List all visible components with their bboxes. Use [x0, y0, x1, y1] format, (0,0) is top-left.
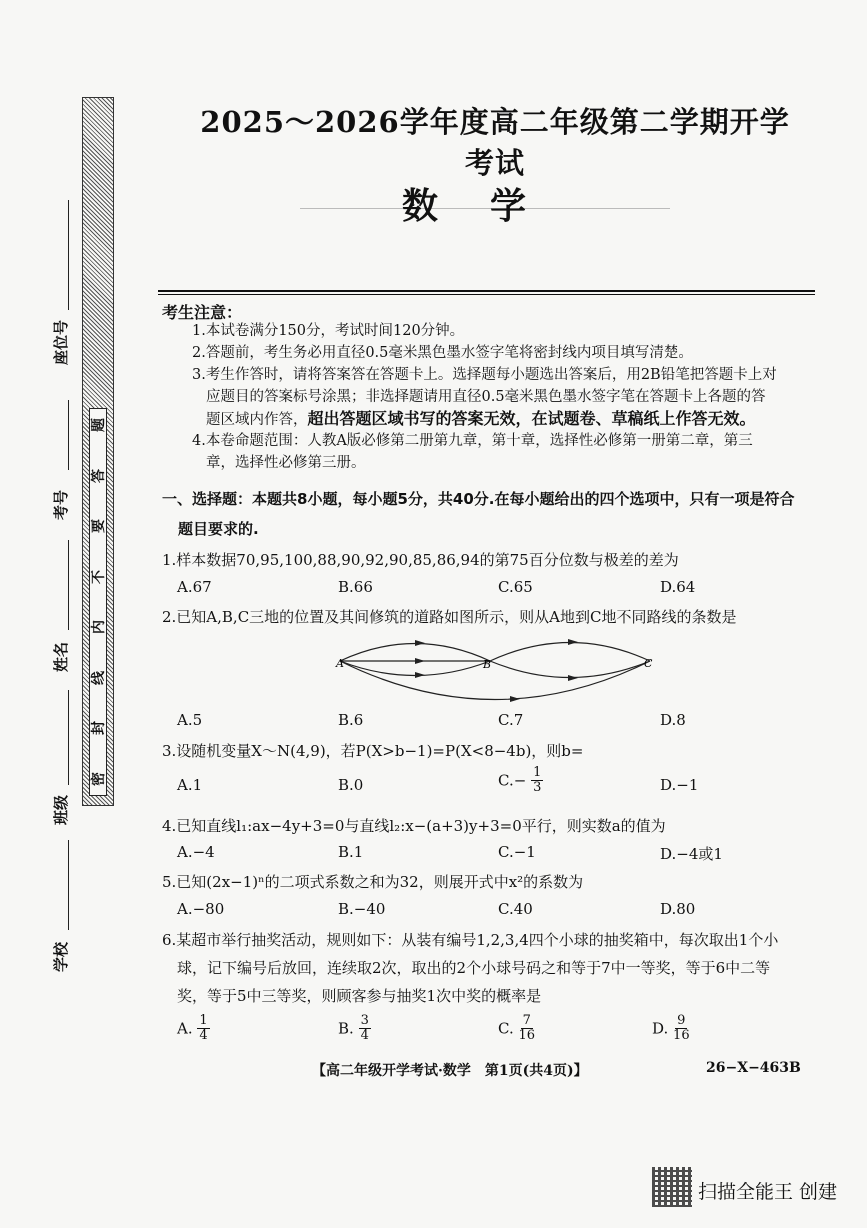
option-d: D.80: [660, 900, 696, 918]
option-c: [498, 1014, 535, 1043]
notice-item: 4.本卷命题范围：人教A版必修第二册第九章，第十章，选择性必修第一册第二章，第三: [192, 433, 753, 449]
option-b: B.0: [338, 776, 364, 794]
option-c: C.65: [498, 578, 533, 596]
seal-char: 密: [91, 771, 107, 786]
fraction-numerator: 1: [199, 1013, 208, 1028]
option-d: D.64: [660, 578, 696, 596]
option-b: B.−40: [338, 900, 386, 918]
option-b: [338, 1014, 371, 1043]
road-ac-direct: [340, 661, 650, 700]
seal-char: 不: [91, 569, 107, 584]
qr-code-icon: [652, 1167, 692, 1207]
seal-char: 封: [91, 721, 107, 736]
fraction: [197, 1014, 209, 1043]
notice-item: 1.本试卷满分150分，考试时间120分钟。: [192, 323, 465, 339]
question-5: 5.已知(2x−1)ⁿ的二项式系数之和为32，则展开式中x²的系数为: [162, 873, 584, 891]
notice-text: 题区域内作答，: [206, 412, 308, 428]
fraction-denominator: 4: [199, 1028, 208, 1043]
option-a: [177, 1014, 210, 1043]
road-bc-lower: [490, 661, 650, 678]
name-label: 姓名: [52, 641, 70, 672]
notice-title: 考生注意：: [162, 303, 243, 322]
exam-title: 2025～2026学年度高二年级第二学期开学考试: [200, 105, 790, 180]
option-a: A.1: [177, 776, 203, 794]
option-c: C.7: [498, 711, 524, 729]
question-6: 6.某超市举行抽奖活动，规则如下：从装有编号1,2,3,4四个小球的抽奖箱中，每次取出1个小: [162, 931, 779, 949]
exam-no-line: [68, 400, 69, 470]
paper-code: 26−X−463B: [706, 1060, 801, 1076]
exam-no-label: 考号: [52, 489, 70, 520]
section-heading-cont: 题目要求的.: [178, 520, 259, 538]
option-b: B.6: [338, 711, 364, 729]
question-4: 4.已知直线l₁:ax−4y+3=0与直线l₂:x−(a+3)y+3=0平行，则实数a的值为: [162, 817, 666, 835]
notice-item: 2.答题前，考生务必用直径0.5毫米黑色墨水签字笔将密封线内项目填写清楚。: [192, 345, 693, 361]
subject-title: 数学: [401, 185, 578, 227]
fraction: [359, 1014, 371, 1043]
option-c-prefix: C.−: [498, 771, 527, 790]
notice-item: [206, 408, 756, 431]
class-line: [68, 690, 69, 785]
option-d: D.8: [660, 711, 686, 729]
option-b: B.1: [338, 843, 364, 861]
option-d-prefix: D.: [652, 1019, 669, 1038]
name-line: [68, 540, 69, 630]
option-b: B.66: [338, 578, 373, 596]
notice-item: 章，选择性必修第三册。: [206, 455, 366, 471]
notice-item: 3.考生作答时，请将答案答在答题卡上。选择题每小题选出答案后，用2B铅笔把答题卡上对: [192, 367, 777, 383]
seat-line: [68, 200, 69, 310]
arrow-icon: [415, 658, 425, 664]
option-d: [652, 1014, 690, 1043]
question-6-cont: 奖，等于5中三等奖，则顾客参与抽奖1次中奖的概率是: [177, 987, 542, 1005]
option-b-prefix: B.: [338, 1019, 354, 1038]
option-c: [498, 766, 543, 795]
arrow-icon: [568, 675, 578, 681]
scanner-watermark: 扫描全能王 创建: [698, 1181, 838, 1203]
arrow-icon: [568, 639, 578, 645]
seal-line-box: [89, 408, 107, 796]
road-diagram: [330, 628, 660, 703]
fraction-numerator: 9: [677, 1013, 686, 1028]
section-heading: 一、选择题：本题共8小题，每小题5分，共40分.在每小题给出的四个选项中，只有一项是符合: [162, 490, 795, 508]
notice-item: 应题目的答案标号涂黑；非选择题请用直径0.5毫米黑色墨水签字笔在答题卡上各题的答: [206, 389, 766, 405]
question-1: 1.样本数据70,95,100,88,90,92,90,85,86,94的第75百分位数与极差的差为: [162, 551, 679, 569]
option-d: D.−1: [660, 776, 699, 794]
class-label: 班级: [52, 794, 70, 825]
point-c-label: C: [644, 657, 653, 670]
fraction: [673, 1014, 690, 1043]
seal-char: 题: [91, 418, 107, 432]
question-3: 3.设随机变量X～N(4,9)，若P(X>b−1)=P(X<8−4b)，则b=: [162, 742, 584, 760]
option-a: A.−4: [177, 843, 215, 861]
page-footer: 【高二年级开学考试·数学 第1页(共4页)】: [312, 1063, 588, 1079]
seal-char: 内: [91, 620, 107, 635]
fraction-denominator: 3: [533, 780, 542, 795]
point-b-label: B: [483, 658, 492, 671]
option-a: A.5: [177, 711, 203, 729]
fraction-numerator: 3: [360, 1013, 369, 1028]
school-label: 学校: [52, 941, 70, 972]
option-a-prefix: A.: [177, 1019, 193, 1038]
fraction-denominator: 4: [360, 1028, 369, 1043]
fraction: [531, 766, 543, 795]
option-a: A.−80: [177, 900, 225, 918]
option-c: C.40: [498, 900, 533, 918]
arrow-icon: [510, 696, 520, 702]
option-c: C.−1: [498, 843, 536, 861]
fraction-denominator: 16: [673, 1028, 690, 1043]
notice-emphasis: 超出答题区域书写的答案无效，在试题卷、草稿纸上作答无效。: [307, 409, 756, 428]
header-rule-thin: [158, 294, 815, 295]
option-c-prefix: C.: [498, 1019, 514, 1038]
header-rule: [158, 290, 815, 292]
option-d: D.−4或1: [660, 845, 723, 863]
arrow-icon: [415, 672, 425, 678]
seal-char: 答: [91, 468, 107, 483]
point-a-label: A: [336, 657, 344, 670]
question-2: 2.已知A,B,C三地的位置及其间修筑的道路如图所示，则从A地到C地不同路线的条数是: [162, 608, 737, 626]
arrow-icon: [415, 640, 425, 646]
fraction-denominator: 16: [518, 1028, 536, 1043]
seat-label: 座位号: [52, 319, 70, 365]
option-a: A.67: [177, 578, 212, 596]
school-line: [68, 840, 69, 930]
fraction-numerator: 1: [533, 765, 542, 780]
fraction: [519, 1014, 536, 1043]
question-6-cont: 球，记下编号后放回，连续取2次，取出的2个小球号码之和等于7中一等奖，等于6中二等: [177, 959, 771, 977]
seal-char: 线: [91, 670, 107, 685]
road-bc-upper: [490, 643, 650, 662]
seal-char: 要: [91, 519, 107, 534]
fraction-numerator: 7: [522, 1013, 531, 1028]
